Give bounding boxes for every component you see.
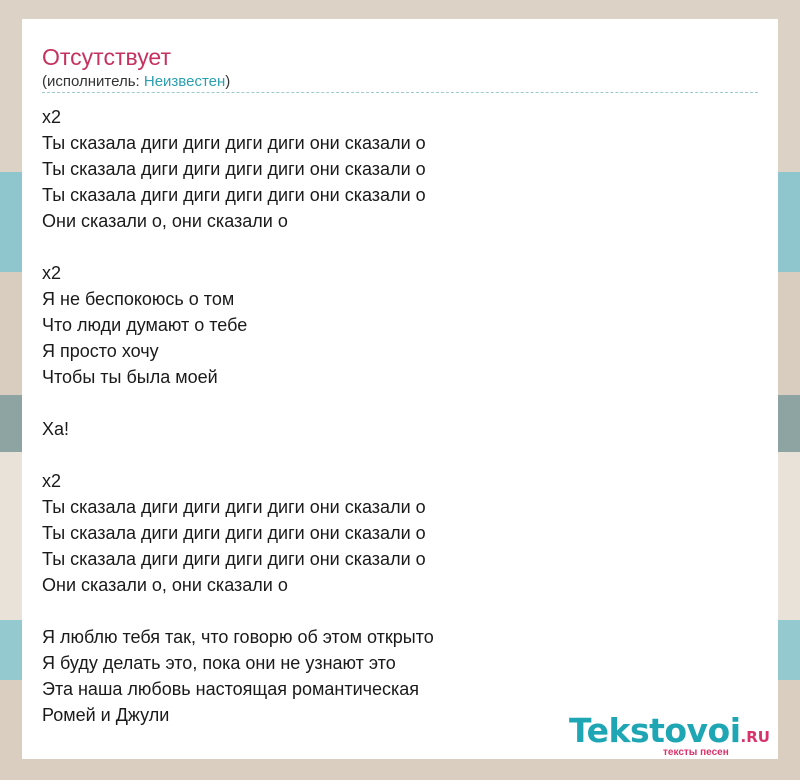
lyric-line: Ты сказала диги диги диги диги они сказали о [42,133,426,153]
lyric-line [42,390,758,416]
lyric-line: x2 [42,107,62,127]
title-divider [42,92,758,93]
logo-tagline: тексты песен [663,747,729,758]
performer-suffix: ) [225,73,231,90]
performer-link[interactable]: Неизвестен [143,73,226,90]
lyrics-card [22,19,778,759]
lyric-line: Ты сказала диги диги диги диги они сказали о [42,523,426,543]
lyrics-list [42,104,758,728]
lyric-line [42,598,758,624]
lyric-line: Я просто хочу [42,341,159,361]
logo-domain: .RU [740,728,770,746]
song-title: Отсутствует [42,44,171,70]
lyric-line: Ты сказала диги диги диги диги они сказали о [42,159,426,179]
lyric-line: Ромей и Джули [42,705,170,725]
lyric-line: Ты сказала диги диги диги диги они сказали о [42,497,426,517]
lyric-line: Они сказали о, они сказали о [42,211,288,231]
performer-line [42,72,230,92]
tekstovoi-logo[interactable] [569,711,770,758]
lyric-line: Ты сказала диги диги диги диги они сказали о [42,185,426,205]
lyric-line: Эта наша любовь настоящая романтическая [42,679,420,699]
lyric-line: Ты сказала диги диги диги диги они сказали о [42,549,426,569]
lyric-line: Я люблю тебя так, что говорю об этом открыто [42,627,434,647]
lyric-line: Я не беспокоюсь о том [42,289,235,309]
lyric-line [42,442,758,468]
lyric-line: Чтобы ты была моей [42,367,218,387]
lyric-line: x2 [42,263,62,283]
lyric-line: Ха! [42,419,70,439]
lyric-line: Что люди думают о тебе [42,315,248,335]
lyric-line: Я буду делать это, пока они не узнают это [42,653,396,673]
performer-prefix: (исполнитель: [42,73,144,90]
lyric-line [42,234,758,260]
logo-name: Tekstovoi [569,711,741,750]
lyric-line: x2 [42,471,62,491]
lyric-line: Они сказали о, они сказали о [42,575,288,595]
